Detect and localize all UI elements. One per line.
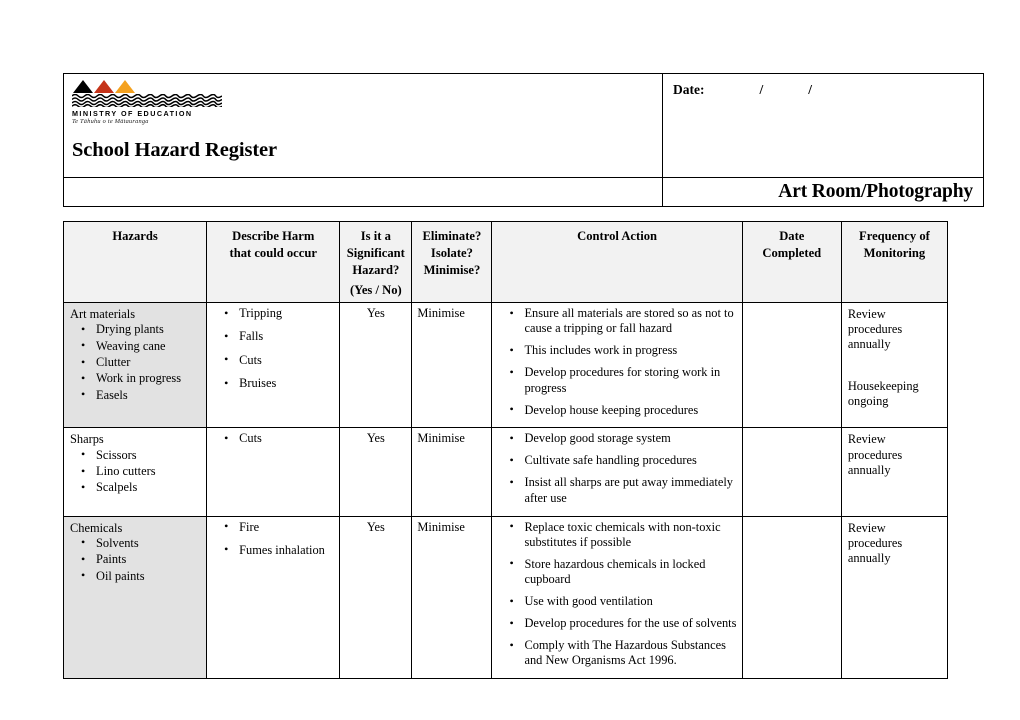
hazard-item-list: [69, 322, 201, 403]
header-cell-branding: [64, 74, 663, 178]
column-header-significant-hazard: [340, 222, 412, 303]
table-row: [64, 303, 948, 428]
date-label: Date:: [673, 82, 705, 97]
list-item: • Scissors: [96, 448, 201, 463]
cell-control-action: [492, 303, 742, 428]
header-row-top: [64, 74, 984, 178]
cell-significant-hazard: Yes: [340, 303, 412, 428]
column-header-hazards-label: Hazards: [112, 229, 158, 243]
cell-hazards: [64, 428, 207, 516]
column-header-significant-yesno: (Yes / No): [349, 283, 402, 297]
document-header-table: [63, 73, 984, 207]
header-cell-room: [663, 178, 984, 207]
date-separator-1: /: [759, 82, 764, 97]
cell-frequency-of-monitoring: [841, 516, 947, 679]
column-header-eliminate-isolate-minimise: [412, 222, 492, 303]
list-item: • Develop house keeping procedures: [524, 403, 736, 418]
frequency-primary: Review procedures annually: [847, 307, 903, 352]
header-cell-empty: [64, 178, 663, 207]
control-action-list: [497, 431, 736, 506]
header-cell-date: [663, 74, 984, 178]
cell-describe-harm: [207, 303, 340, 428]
logo-maori-name: Te Tāhuhu o te Mātauranga: [72, 118, 149, 125]
column-header-eim-line1: Eliminate?: [422, 229, 482, 243]
list-item: • Paints: [96, 552, 201, 567]
cell-eliminate-isolate-minimise: Minimise: [412, 303, 492, 428]
table-header-row: [64, 222, 948, 303]
date-separator-2: /: [808, 82, 813, 97]
cell-control-action: [492, 516, 742, 679]
hazard-title: Art materials: [70, 307, 136, 321]
list-item: • Solvents: [96, 536, 201, 551]
column-header-freq-line1: Frequency of: [859, 229, 930, 243]
control-action-list: [497, 520, 736, 669]
hazard-item-list: [69, 448, 201, 496]
list-item: • Cuts: [239, 431, 334, 446]
column-header-eim-line3: Minimise?: [423, 263, 481, 277]
column-header-control-action: [492, 222, 742, 303]
column-header-freq-line2: Monitoring: [863, 246, 926, 260]
logo-wave-pattern-icon: [72, 94, 222, 107]
list-item: • Falls: [239, 329, 334, 344]
cell-hazards: [64, 303, 207, 428]
list-item: • Scalpels: [96, 480, 201, 495]
room-title: Art Room/Photography: [778, 181, 973, 202]
cell-frequency-of-monitoring: [841, 303, 947, 428]
harm-item-list: [212, 431, 334, 446]
column-header-hazards: [64, 222, 207, 303]
list-item: • Develop procedures for the use of solvents: [524, 616, 736, 631]
list-item: • Easels: [96, 388, 201, 403]
harm-item-list: [212, 520, 334, 559]
list-item: • Tripping: [239, 306, 334, 321]
cell-describe-harm: [207, 516, 340, 679]
column-header-harm-line2: that could occur: [229, 246, 317, 260]
column-header-significant-line3: Hazard?: [352, 263, 400, 277]
column-header-control-label: Control Action: [577, 229, 658, 243]
cell-date-completed: [742, 516, 841, 679]
cell-date-completed: [742, 428, 841, 516]
header-row-bottom: [64, 178, 984, 207]
list-item: • This includes work in progress: [524, 343, 736, 358]
cell-significant-hazard: Yes: [340, 516, 412, 679]
logo-triangles-icon: [73, 80, 135, 93]
cell-eliminate-isolate-minimise: Minimise: [412, 428, 492, 516]
column-header-datecomp-line2: Completed: [762, 246, 822, 260]
cell-significant-hazard: Yes: [340, 428, 412, 516]
ministry-of-education-logo: [72, 80, 224, 126]
list-item: • Lino cutters: [96, 464, 201, 479]
list-item: • Comply with The Hazardous Substances and New Organisms Act 1996.: [524, 638, 736, 669]
column-header-significant-line2: Significant: [346, 246, 405, 260]
list-item: • Weaving cane: [96, 339, 201, 354]
list-item: • Develop good storage system: [524, 431, 736, 446]
table-row: [64, 516, 948, 679]
list-item: • Replace toxic chemicals with non-toxic substitutes if possible: [524, 520, 736, 551]
list-item: • Develop procedures for storing work in progress: [524, 365, 736, 396]
logo-organisation-name: MINISTRY OF EDUCATION: [72, 109, 193, 118]
list-item: • Work in progress: [96, 371, 201, 386]
table-row: [64, 428, 948, 516]
column-header-describe-harm: [207, 222, 340, 303]
cell-control-action: [492, 428, 742, 516]
cell-describe-harm: [207, 428, 340, 516]
page-title: School Hazard Register: [72, 139, 278, 161]
hazard-title: Sharps: [70, 432, 104, 447]
column-header-eim-line2: Isolate?: [430, 246, 473, 260]
column-header-harm-line1: Describe Harm: [232, 229, 315, 243]
list-item: • Use with good ventilation: [524, 594, 736, 609]
control-action-list: [497, 306, 736, 418]
cell-eliminate-isolate-minimise: Minimise: [412, 516, 492, 679]
list-item: • Fire: [239, 520, 334, 535]
list-item: • Store hazardous chemicals in locked cupboard: [524, 557, 736, 588]
list-item: • Insist all sharps are put away immediately after use: [524, 475, 736, 506]
list-item: • Cuts: [239, 353, 334, 368]
column-header-date-completed: [742, 222, 841, 303]
column-header-datecomp-line1: Date: [779, 229, 805, 243]
hazard-item-list: [69, 536, 201, 584]
frequency-primary: Review procedures annually: [847, 520, 903, 565]
list-item: • Cultivate safe handling procedures: [524, 453, 736, 468]
frequency-secondary: Housekeeping ongoing: [847, 378, 919, 408]
list-item: • Fumes inhalation: [239, 543, 334, 558]
cell-hazards: [64, 516, 207, 679]
frequency-primary: Review procedures annually: [847, 432, 903, 477]
cell-frequency-of-monitoring: [841, 428, 947, 516]
column-header-frequency-of-monitoring: [841, 222, 947, 303]
column-header-significant-line1: Is it a: [360, 229, 391, 243]
cell-date-completed: [742, 303, 841, 428]
harm-item-list: [212, 306, 334, 392]
list-item: • Drying plants: [96, 322, 201, 337]
list-item: • Ensure all materials are stored so as not to cause a tripping or fall hazard: [524, 306, 736, 337]
frequency-spacer: [847, 353, 942, 378]
list-item: • Oil paints: [96, 569, 201, 584]
list-item: • Bruises: [239, 376, 334, 391]
list-item: • Clutter: [96, 355, 201, 370]
hazard-register-table: [63, 221, 948, 679]
hazard-title: Chemicals: [70, 520, 123, 535]
